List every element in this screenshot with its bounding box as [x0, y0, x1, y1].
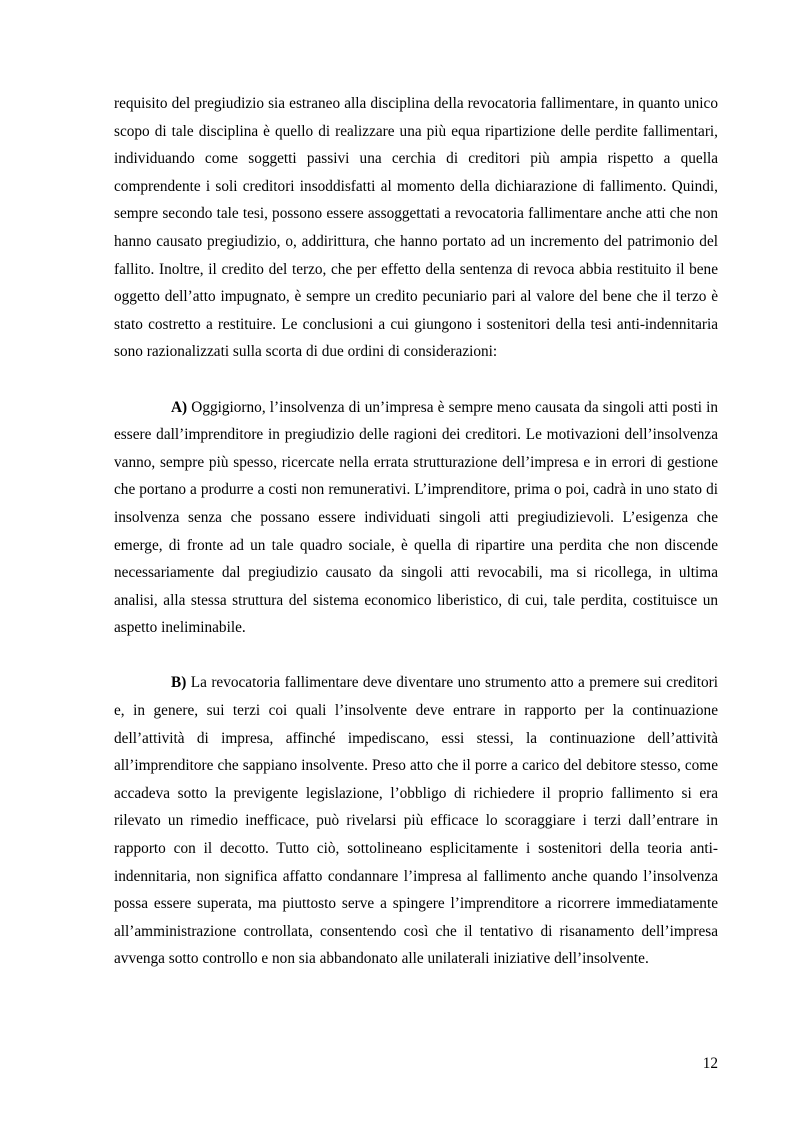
document-page [114, 90, 718, 973]
paragraph-spacer [114, 642, 718, 670]
page-number: 12 [702, 1055, 718, 1072]
paragraph-b-marker: B) [171, 674, 187, 692]
paragraph-b-text: La revocatoria fallimentare deve diventare uno strumento atto a premere sui creditori e, in genere, sui terzi coi quali l’insolvente deve entrare in rapporto per la continuazione dell’attività di impresa, affinché impediscano, essi stessi, la continuazione dell’attività all’imprenditore che sappiano insolvente. Preso atto che il porre a carico del debitore stesso, come accadeva sotto la previgente legislazione, l’obbligo di richiedere il proprio fallimento si era rilevato un rimedio inefficace, può rivelarsi più efficace lo scoraggiare i terzi dall’entrare in rapporto con il decotto. Tutto ciò, sottolineano esplicitamente i sostenitori della teoria anti-indennitaria, non significa affatto condannare l’impresa al fallimento anche quando l’insolvenza possa essere superata, ma piuttosto serve a spingere l’imprenditore a ricorrere immediatamente all’amministrazione controllata, consentendo così che il tentativo di risanamento dell’impresa avvenga sotto controllo e non sia abbandonato alle unilaterali iniziative dell’insolvente. [114, 674, 718, 968]
body-paragraph-a [114, 394, 718, 642]
body-paragraph-intro: requisito del pregiudizio sia estraneo alla disciplina della revocatoria fallimentare, in quanto unico scopo di tale disciplina è quello di realizzare una più equa ripartizione delle perdite fallimentari, individuando come soggetti passivi una cerchia di creditori più ampia rispetto a quella comprendente i soli creditori insoddisfatti al momento della dichiarazione di fallimento. Quindi, sempre secondo tale tesi, possono essere assoggettati a revocatoria fallimentare anche atti che non hanno causato pregiudizio, o, addirittura, che hanno portato ad un incremento del patrimonio del fallito. Inoltre, il credito del terzo, che per effetto della sentenza di revoca abbia restituito il bene oggetto dell’atto impugnato, è sempre un credito pecuniario pari al valore del bene che il terzo è stato costretto a restituire. Le conclusioni a cui giungono i sostenitori della tesi anti-indennitaria sono razionalizzati sulla scorta di due ordini di considerazioni: [114, 95, 718, 361]
paragraph-a-text: Oggigiorno, l’insolvenza di un’impresa è sempre meno causata da singoli atti posti in essere dall’imprenditore in pregiudizio delle ragioni dei creditori. Le motivazioni dell’insolvenza vanno, sempre più spesso, ricercate nella errata strutturazione dell’impresa e in errori di gestione che portano a produrre a costi non remunerativi. L’imprenditore, prima o poi, cadrà in uno stato di insolvenza senza che possano essere individuati singoli atti pregiudizievoli. L’esigenza che emerge, di fronte ad un tale quadro sociale, è quella di ripartire una perdita che non discende necessariamente dal pregiudizio causato da singoli atti revocabili, ma si ricollega, in ultima analisi, alla stessa struttura del sistema economico liberistico, di cui, tale perdita, costituisce un aspetto ineliminabile. [114, 398, 718, 637]
paragraph-spacer [114, 366, 718, 394]
paragraph-a-marker: A) [171, 398, 188, 416]
body-paragraph-b [114, 669, 718, 973]
